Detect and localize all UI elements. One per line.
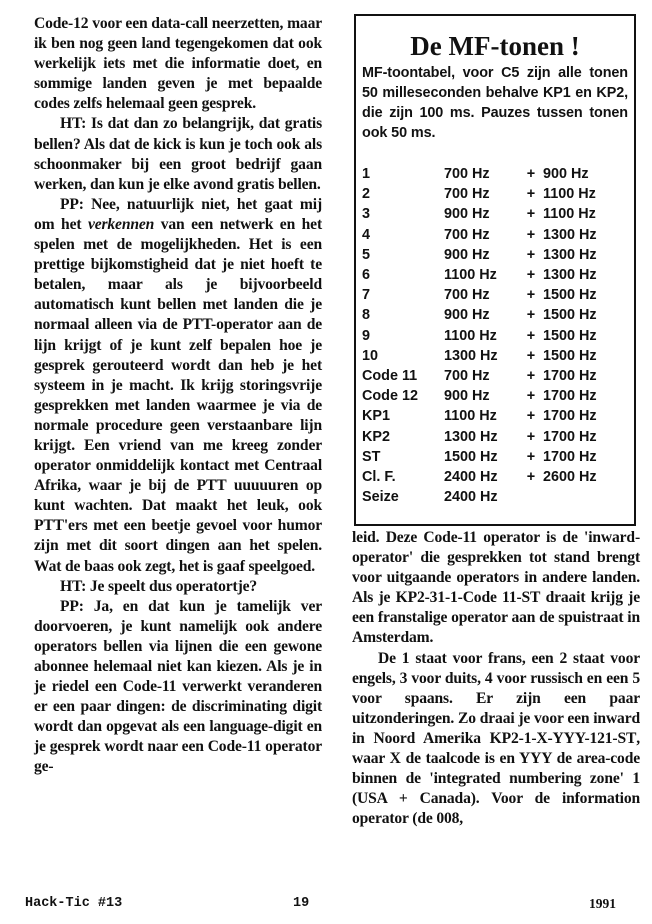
- frequency-1: 1100 Hz: [444, 327, 497, 344]
- tone-code: Code 11: [362, 368, 418, 385]
- tone-code: 5: [362, 246, 371, 263]
- frequency-2: 1500 Hz: [543, 287, 597, 304]
- frequency-2: 1700 Hz: [543, 408, 597, 425]
- dial-code: KP2-1-X-YYY-121-ST: [489, 729, 637, 747]
- page-footer: [0, 896, 652, 916]
- paragraph-text: De 1 staat voor frans, een 2 staat voor engels, 3 voor duits, 4 voor russisch en een 5 voor spaans. Er zijn een paar uitzonderingen. Zo draai je voor een inward in Noord Amerika: [352, 649, 640, 747]
- frequency-1: 900 Hz: [444, 246, 490, 263]
- paragraph-text: Is dat dan zo belangrijk, dat gratis bellen? Als dat de kick is kun je toch ook als schoonmaker bij een groot bedrijf gaan werken, dan kun je elke avond gratis bellen.: [34, 115, 322, 193]
- tone-code: 1: [362, 166, 371, 182]
- frequency-2: 900 Hz: [543, 166, 589, 182]
- emphasis-text: verkennen: [87, 215, 155, 233]
- plus-sign: +: [526, 368, 536, 385]
- plus-sign: +: [526, 226, 536, 243]
- tone-row: [362, 447, 597, 467]
- frequency-1: 700 Hz: [444, 166, 490, 182]
- left-column: [34, 14, 322, 778]
- tone-code: 6: [362, 267, 371, 284]
- plus-sign: +: [526, 307, 536, 324]
- paragraph: [352, 528, 640, 649]
- paragraph: [34, 195, 322, 577]
- tone-row: [362, 487, 597, 507]
- plus-sign: +: [526, 448, 536, 465]
- frequency-2: 1700 Hz: [543, 368, 597, 385]
- frequency-2: 1500 Hz: [543, 307, 597, 324]
- tone-code: Code 12: [362, 388, 418, 405]
- plus-sign: +: [526, 347, 536, 364]
- paragraph-text: van een netwerk en het spelen met de mogelijkheden. Het is een prettige bijkomstigheid dat je niet hoeft te betalen, maar als je bijvoorbeeld automatisch kunt bellen met landen die je normaal alleen via de PTT-operator aan de lijn krijgt of je kunt zelf bepalen hoe je gesprek gerouteerd wordt dan heb je het systeem in je macht. Ik krijg storingsvrije gesprekken met landen waarmee je via de normale procedure geen verstaanbare lijn krijgt. Een vriend van me kreeg zonder operator onmiddelijk kontact met Centraal Afrika, waar je bij de PTT uuuuuren op kunt wachten. Dat maakt het leuk, ook PTT'ers met een beetje gevoel voor humor zijn met dit soort dingen aan het spelen. Wat de baas ook zegt, het is gaaf speelgoed.: [34, 215, 322, 575]
- plus-sign: +: [526, 408, 536, 425]
- tone-code: 8: [362, 307, 371, 324]
- paragraph-text: Je speelt dus operatortje?: [86, 577, 258, 595]
- tone-row: [362, 204, 597, 224]
- dial-code: KP2-31-1-Code 11-ST: [395, 589, 541, 607]
- frequency-1: 900 Hz: [444, 388, 490, 405]
- tone-code: 9: [362, 327, 371, 344]
- frequency-2: 1300 Hz: [543, 267, 597, 284]
- frequency-2: 1100 Hz: [543, 206, 596, 223]
- paragraph-text: Ja, en dat kun je tamelijk ver doorvoeren, je kunt namelijk ook andere operators bellen via lijnen die een gewone abonnee helemaal niet kan kiezen. Als je in je riedel een Code-11 verwerkt veranderen er een paar dingen: de discriminating digit wordt dan opgevat als een language-digit en je gesprek wordt naar een Code-11 operator ge-: [34, 597, 322, 776]
- tone-row: [362, 225, 597, 245]
- paragraph: [34, 14, 322, 114]
- speaker-label: HT:: [60, 577, 87, 595]
- paragraph-text: leid. Deze Code-11 operator is de 'inward-operator' die gesprekken tot stand brengt voor uitgaande operators in andere landen. Als je: [352, 529, 640, 607]
- tone-row: [362, 427, 597, 447]
- plus-sign: +: [526, 186, 536, 203]
- right-column: [352, 528, 640, 829]
- magazine-name: Hack-Tic #13: [25, 896, 123, 911]
- page-number: 19: [293, 896, 310, 911]
- frequency-1: 700 Hz: [444, 287, 490, 304]
- tone-code: 2: [362, 186, 371, 203]
- plus-sign: +: [526, 287, 536, 304]
- frequency-2: 1700 Hz: [543, 448, 597, 465]
- tone-row: [362, 366, 597, 386]
- plus-sign: +: [526, 267, 536, 284]
- frequency-1: 1500 Hz: [444, 448, 498, 465]
- plus-sign: +: [526, 469, 536, 486]
- tone-code: 3: [362, 206, 371, 223]
- mf-tones-box: [354, 14, 636, 526]
- tone-row: [362, 467, 597, 487]
- frequency-2: 1500 Hz: [543, 327, 597, 344]
- frequency-2: 1300 Hz: [543, 226, 597, 243]
- tone-code: 10: [362, 347, 379, 364]
- paragraph: [352, 649, 640, 830]
- speaker-label: PP:: [60, 195, 84, 213]
- paragraph: [34, 597, 322, 778]
- plus-sign: +: [526, 206, 536, 223]
- tone-row: [362, 406, 597, 426]
- tone-code: Cl. F.: [362, 469, 396, 486]
- tone-code: 7: [362, 287, 371, 304]
- paragraph-text: Code-12 voor een data-call neerzetten, maar ik ben nog geen land tegengekomen dat ook werkelijk iets met die informatie doet, en sommige landen geven je met bepaalde codes zelfs helemaal geen gesprek.: [34, 15, 322, 113]
- frequency-1: 2400 Hz: [444, 469, 498, 486]
- frequency-2: 1500 Hz: [543, 347, 597, 364]
- tone-row: [362, 184, 597, 204]
- plus-sign: +: [526, 428, 536, 445]
- tone-row: [362, 265, 597, 285]
- speaker-label: HT:: [60, 115, 87, 133]
- plus-sign: +: [526, 327, 536, 344]
- frequency-1: 1100 Hz: [444, 267, 497, 284]
- tone-code: KP2: [362, 428, 390, 445]
- mf-tone-table: [362, 164, 597, 507]
- frequency-2: 1100 Hz: [543, 186, 596, 203]
- frequency-2: 1700 Hz: [543, 388, 597, 405]
- frequency-1: 900 Hz: [444, 206, 490, 223]
- tone-row: [362, 386, 597, 406]
- frequency-2: 2600 Hz: [543, 469, 597, 486]
- frequency-2: [543, 487, 597, 507]
- frequency-2: 1700 Hz: [543, 428, 597, 445]
- frequency-1: 2400 Hz: [444, 489, 498, 506]
- frequency-1: 1300 Hz: [444, 347, 498, 364]
- frequency-1: 1300 Hz: [444, 428, 498, 445]
- frequency-1: 700 Hz: [444, 186, 490, 203]
- plus-sign: +: [526, 388, 536, 405]
- plus-sign: +: [526, 166, 536, 182]
- tone-code: KP1: [362, 408, 390, 425]
- box-title: De MF-tonen !: [410, 31, 580, 61]
- plus-sign: +: [526, 246, 536, 263]
- frequency-2: 1300 Hz: [543, 246, 597, 263]
- frequency-1: 700 Hz: [444, 368, 490, 385]
- frequency-1: 700 Hz: [444, 226, 490, 243]
- tone-row: [362, 346, 597, 366]
- speaker-label: PP:: [60, 597, 84, 615]
- tone-code: ST: [362, 448, 381, 465]
- tone-code: Seize: [362, 489, 399, 506]
- tone-row: [362, 326, 597, 346]
- paragraph: [34, 114, 322, 194]
- tone-row: [362, 164, 597, 184]
- tone-row: [362, 245, 597, 265]
- frequency-1: 900 Hz: [444, 307, 490, 324]
- tone-row: [362, 305, 597, 325]
- paragraph-text: , waar X de taalcode is en YYY de area-code binnen de 'integrated numbering zone' 1 (USA + Canada). Voor de information operator (de 008,: [352, 729, 640, 828]
- frequency-1: 1100 Hz: [444, 408, 497, 425]
- plus-sign: [519, 487, 543, 507]
- paragraph: [34, 577, 322, 597]
- year: 1991: [589, 896, 616, 911]
- paragraph-text: Nee, natuurlijk niet, het gaat mij om het: [34, 195, 322, 233]
- tone-row: [362, 285, 597, 305]
- paragraph-text: draait krijg je een franstalige operator aan de spuistraat in Amsterdam.: [352, 589, 640, 647]
- tone-code: 4: [362, 226, 371, 243]
- box-intro: MF-toontabel, voor C5 zijn alle tonen 50 milleseconden behalve KP1 en KP2, die zijn 100 ms. Pauzes tussen tonen ook 50 ms.: [362, 65, 628, 141]
